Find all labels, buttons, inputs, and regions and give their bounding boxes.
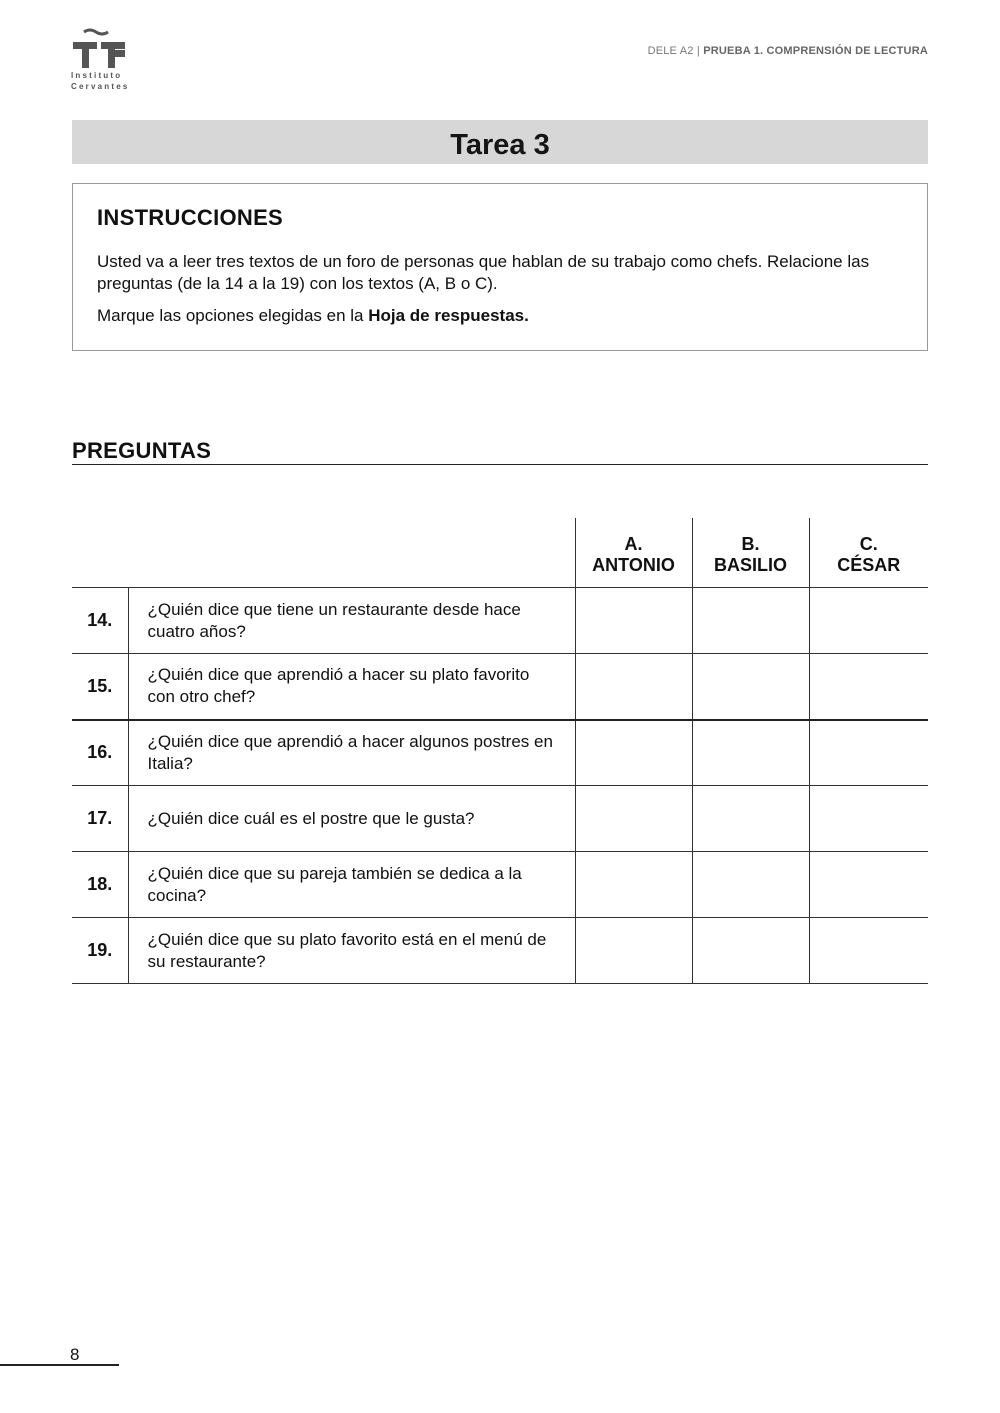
answer-cell-a[interactable] xyxy=(575,720,692,786)
instructions-heading: INSTRUCCIONES xyxy=(97,205,284,230)
answer-cell-a[interactable] xyxy=(575,852,692,918)
option-name: BASILIO xyxy=(713,554,787,575)
answer-cell-a[interactable] xyxy=(575,786,692,852)
page-number-rule xyxy=(0,1364,119,1366)
logo-text-line2: Cervantes xyxy=(71,82,130,91)
question-row xyxy=(72,918,928,984)
header-empty-cell xyxy=(72,518,128,588)
instructions-paragraph-1: Usted va a leer tres textos de un foro de personas que hablan de su trabajo como chefs. Relacione las preguntas (de la 14 a la 19) con los textos (A, B o C). xyxy=(97,252,870,293)
question-number: 18. xyxy=(72,852,128,918)
question-text: ¿Quién dice que tiene un restaurante desde hace cuatro años? xyxy=(147,599,521,641)
question-number: 15. xyxy=(72,654,128,720)
task-title: Tarea 3 xyxy=(450,129,550,161)
question-text: ¿Quién dice que su plato favorito está en el menú de su restaurante? xyxy=(147,929,547,971)
instructions-box xyxy=(72,183,928,351)
answer-cell-b[interactable] xyxy=(692,588,809,654)
question-text: ¿Quién dice cuál es el postre que le gusta? xyxy=(147,808,475,828)
exam-level: DELE A2 xyxy=(647,45,694,57)
question-text: ¿Quién dice que aprendió a hacer su plato favorito con otro chef? xyxy=(147,665,530,707)
logo-text-line1: Instituto xyxy=(71,71,123,80)
answer-cell-a[interactable] xyxy=(575,654,692,720)
answer-cell-c[interactable] xyxy=(809,852,928,918)
question-number: 14. xyxy=(72,588,128,654)
instituto-cervantes-logo xyxy=(68,28,132,94)
question-number: 16. xyxy=(72,720,128,786)
instructions-paragraph-2 xyxy=(97,305,529,327)
cervantes-logo-icon xyxy=(70,28,128,70)
option-header-c xyxy=(809,518,928,588)
answer-cell-c[interactable] xyxy=(809,720,928,786)
question-row xyxy=(72,786,928,852)
answer-cell-b[interactable] xyxy=(692,654,809,720)
option-header-b xyxy=(692,518,809,588)
answer-sheet-reference: Hoja de respuestas. xyxy=(368,306,529,325)
answer-cell-c[interactable] xyxy=(809,588,928,654)
question-number: 19. xyxy=(72,918,128,984)
page-number: 8 xyxy=(70,1345,80,1364)
running-header xyxy=(648,45,928,57)
option-header-a xyxy=(575,518,692,588)
question-text: ¿Quién dice que su pareja también se dedica a la cocina? xyxy=(147,863,522,905)
questions-heading-rule xyxy=(72,464,928,465)
answer-cell-b[interactable] xyxy=(692,852,809,918)
questions-table xyxy=(72,518,928,984)
answer-cell-a[interactable] xyxy=(575,588,692,654)
option-letter: A. xyxy=(624,533,643,554)
option-name: CÉSAR xyxy=(837,554,901,575)
question-row xyxy=(72,720,928,786)
answer-cell-c[interactable] xyxy=(809,786,928,852)
questions-heading: PREGUNTAS xyxy=(72,438,212,463)
answer-cell-c[interactable] xyxy=(809,654,928,720)
instructions-paragraph-2-text: Marque las opciones elegidas en la xyxy=(97,306,369,325)
question-text: ¿Quién dice que aprendió a hacer algunos postres en Italia? xyxy=(147,731,553,773)
table-header-row xyxy=(72,518,928,588)
question-row xyxy=(72,654,928,720)
option-letter: B. xyxy=(741,533,760,554)
answer-cell-c[interactable] xyxy=(809,918,928,984)
answer-cell-b[interactable] xyxy=(692,918,809,984)
answer-cell-a[interactable] xyxy=(575,918,692,984)
option-letter: C. xyxy=(859,533,878,554)
header-separator: | xyxy=(696,45,700,57)
answer-cell-b[interactable] xyxy=(692,720,809,786)
option-name: ANTONIO xyxy=(592,554,675,575)
answer-cell-b[interactable] xyxy=(692,786,809,852)
task-title-bar xyxy=(72,120,928,164)
question-number: 17. xyxy=(72,786,128,852)
section-title: PRUEBA 1. COMPRENSIÓN DE LECTURA xyxy=(703,45,928,57)
header-empty-cell xyxy=(128,518,575,588)
question-row xyxy=(72,852,928,918)
question-row xyxy=(72,588,928,654)
